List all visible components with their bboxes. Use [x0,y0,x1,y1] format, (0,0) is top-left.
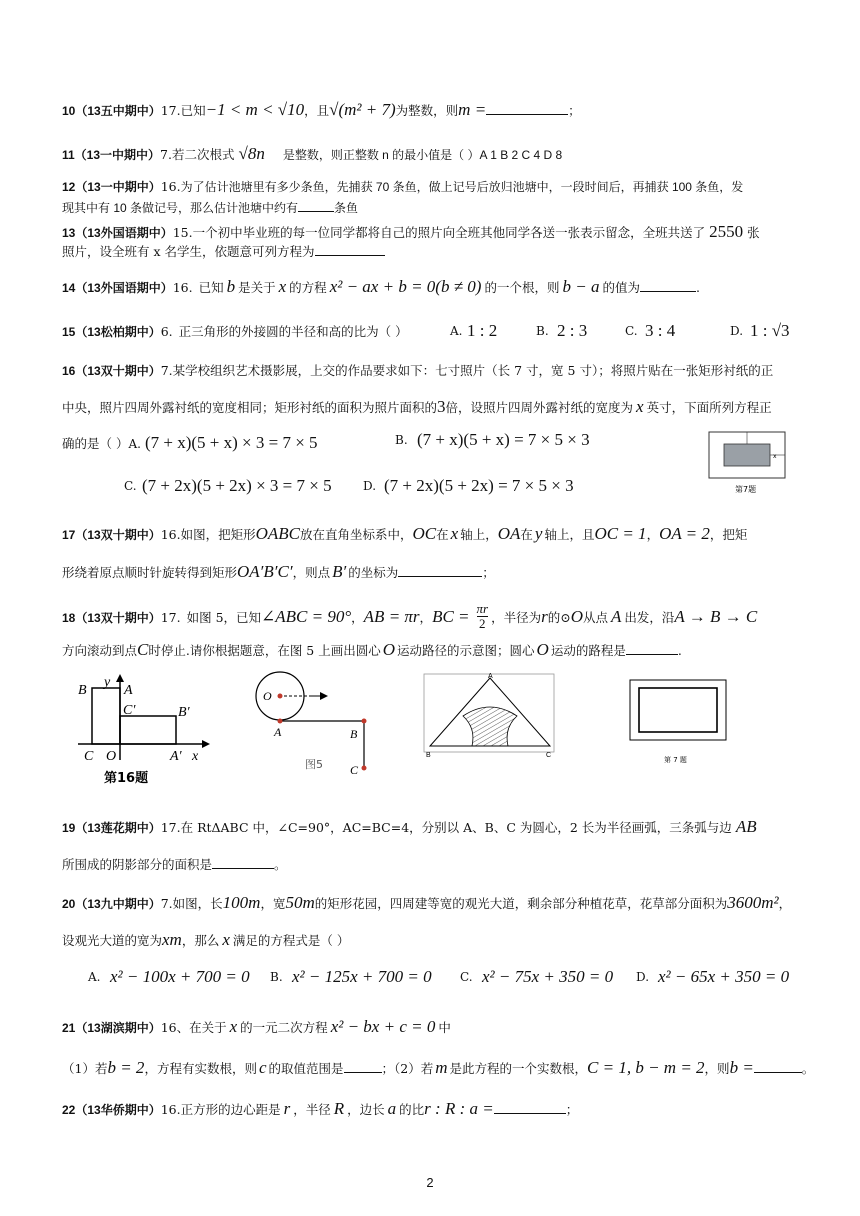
question-13 [62,222,800,242]
question-number: 17. [160,820,181,835]
figure-label: C′ [123,703,136,718]
question-source: 13（13外国语期中） [62,226,173,240]
option-label: A. [128,437,141,451]
figure-label: B [426,752,431,759]
question-text: ，宽 [260,896,286,911]
question-15 [62,321,800,340]
question-text: 的⊙ [547,610,571,625]
math-expression: O [570,607,583,626]
question-text: 中央，照片四周外露衬纸的宽度相同；矩形衬纸的面积为照片面积的 [62,400,438,415]
question-text: ， [419,610,433,625]
question-text: 中 [438,1020,451,1035]
question-16-options-row1 [62,430,800,453]
question-source: 21（13湖滨期中） [62,1021,161,1035]
question-text: （1）若 [62,1061,108,1076]
question-text: ； [568,103,581,118]
math-expression: AB = πr [363,607,420,626]
question-number: 16、 [160,1020,190,1035]
question-text: 放在直角坐标系中， [300,527,413,542]
question-source: 22（13华侨期中） [62,1103,161,1117]
question-13-line2 [62,243,800,259]
question-text: 在 [520,527,533,542]
question-17-line2 [62,562,800,582]
math-expression: C [137,640,149,659]
math-expression: r [541,607,548,626]
math-expression: A → B → C [674,607,758,626]
question-text: 确的是（ ） [62,436,129,451]
math-expression: b − a [562,277,600,296]
question-number: 7. [160,363,173,378]
math-expression: √(m² + 7) [329,100,396,119]
question-text: ，那么 [181,933,220,948]
question-text: 在 RtΔABC 中，∠C=90°，AC=BC=4，分别以 A、B、C 为圆心，2 长为半径画弧，三条弧与边 [180,820,732,835]
option-value: (7 + x)(5 + x) × 3 = 7 × 5 [144,433,318,452]
question-18 [62,601,800,633]
option-label: D. [636,970,650,984]
math-expression: AB [735,817,757,836]
answer-blank[interactable] [344,1060,382,1073]
answer-blank[interactable] [398,564,482,577]
question-text: 。 [274,857,287,872]
answer-blank[interactable] [486,102,568,115]
question-text: 的一元二次方程 [240,1020,328,1035]
question-21 [62,1017,800,1037]
question-text: 如图，长 [172,896,223,911]
question-text: 的一个根，则 [484,280,560,295]
question-source: 12（13一中期中） [62,180,161,194]
math-expression: OC = 1 [594,524,647,543]
question-text: 的坐标为 [348,565,399,580]
math-expression: a [387,1099,397,1118]
question-12 [62,179,800,194]
math-expression: b = [729,1058,754,1077]
question-text: 。 [801,1061,815,1076]
math-expression: r : R : a = [424,1099,494,1118]
question-text: 的值为 [602,280,640,295]
option-value: 3 : 4 [645,321,676,340]
question-number: 6. [160,324,173,339]
question-12-line2 [62,199,800,215]
math-expression: x [229,1017,238,1036]
figure-label: O [106,749,117,764]
question-source: 15（13松柏期中） [62,325,161,339]
question-text: 形绕着原点顺时针旋转得到矩形 [62,565,238,580]
figure-label: y [104,675,111,690]
question-number: 16. [160,527,181,542]
option-label: D. [363,479,377,493]
math-expression: ∠ABC = 90° [261,607,352,626]
question-text: 满足的方程式是（ ） [232,933,350,948]
question-text: 的方程 [289,280,327,295]
option-value: x² − 65x + 350 = 0 [658,967,790,986]
math-expression: C = 1, b − m = 2 [587,1058,705,1077]
option-value: (7 + 2x)(5 + 2x) = 7 × 5 × 3 [384,476,574,495]
math-expression: m = [458,100,487,119]
question-text: 如图 5，已知 [186,610,262,625]
figure-label: O [263,689,272,703]
question-text: 轴上，且 [544,527,595,542]
question-20-line2 [62,930,800,950]
question-10 [62,100,800,120]
answer-blank[interactable] [494,1101,566,1114]
question-text: ， [778,896,792,911]
question-text: 为整数，则 [395,103,459,118]
math-expression: B′ [332,562,347,581]
question-text: 出发，沿 [624,610,675,625]
option-label: C. [625,324,638,338]
question-text: . [695,280,700,295]
question-text: 的矩形花园，四周建等宽的观光大道，剩余部分种植花草，花草部分面积为 [314,896,728,911]
question-text: . [677,643,682,658]
math-expression: OABC [255,524,300,543]
figure-label: B [78,683,87,698]
question-number: 15. [172,225,193,240]
question-text: ，方程有实数根，则 [144,1061,257,1076]
question-text: 照片，设全班有 x 名学生，依题意可列方程为 [62,244,315,259]
question-text: ，半径 [293,1102,331,1117]
figure-caption: 第7题 [735,485,757,494]
question-21-line2 [62,1058,815,1078]
figure-label: A [488,673,493,680]
question-source: 17（13双十期中） [62,528,161,542]
figure-label: C [84,749,94,764]
question-text: ，边长 [347,1102,385,1117]
answer-blank[interactable] [212,856,274,869]
math-expression: 2550 [709,222,744,241]
question-text: 运动路径的示意图；圆心 [397,643,535,658]
question-22 [62,1099,800,1119]
answer-blank[interactable] [298,199,334,212]
math-expression: O [536,640,549,659]
rectangle-rotation-figure [72,672,212,790]
page-number: 2 [426,1175,434,1190]
fraction-denominator: 2 [479,616,486,631]
question-text: ； [482,565,495,580]
question-text: ；（2）若 [381,1061,434,1076]
figure-label: x [773,453,777,460]
math-expression: A [611,607,622,626]
math-expression: BC = [432,607,470,626]
figure-label: A [124,683,133,698]
figure-caption: 图5 [305,758,323,771]
option-value: (7 + x)(5 + x) = 7 × 5 × 3 [417,430,590,449]
math-expression: OA [497,524,521,543]
photo-frame-figure [707,430,787,496]
math-expression: y [534,524,543,543]
math-expression: x [278,277,287,296]
question-text: 一个初中毕业班的每一位同学都将自己的照片向全班其他同学各送一张表示留念，全班共送了 [192,225,706,240]
option-label: D. [730,324,744,338]
math-expression: r [283,1099,291,1118]
math-expression: 3 [437,397,446,416]
math-expression: x [222,930,230,949]
question-16-line2 [62,397,800,417]
question-text: 已知 [198,280,224,295]
question-text: ，则 [704,1061,730,1076]
question-text: 正方形的边心距是 [180,1102,281,1117]
question-source: 20（13九中期中） [62,897,161,911]
math-expression: x [450,524,459,543]
math-expression: −1 < m < √10 [205,100,305,119]
question-text: 张 [747,225,760,240]
fraction-numerator: πr [476,601,489,616]
fraction [477,602,489,631]
figure-caption: 第16题 [104,771,149,786]
question-20 [62,893,800,913]
math-expression: 100m [222,893,261,912]
option-value: 2 : 3 [557,321,588,340]
math-expression: m [435,1058,448,1077]
question-text: 时停止.请你根据题意，在图 5 上画出圆心 [148,643,381,658]
option-value: x² − 100x + 700 = 0 [110,967,250,986]
figure-label: B [350,727,358,741]
question-text: 的比 [399,1102,425,1117]
question-text: 如图，把矩形 [180,527,256,542]
question-11 [62,144,800,164]
question-14 [62,277,800,297]
option-value: 1 : 2 [467,321,498,340]
question-text: ，把矩 [709,527,748,542]
question-18-line2 [62,640,800,660]
math-expression: 50m [285,893,315,912]
figure-caption: 第 7 题 [664,756,687,764]
question-number: 7. [160,147,172,162]
math-expression: 3600m² [727,893,779,912]
math-expression: xm [162,930,182,949]
question-text: 方向滚动到点 [62,643,138,658]
garden-figure [628,678,728,768]
question-19-line2 [62,856,800,872]
question-text: 在关于 [189,1020,227,1035]
option-value: (7 + 2x)(5 + 2x) × 3 = 7 × 5 [142,476,332,495]
question-text: 在 [436,527,449,542]
math-expression: OC [412,524,437,543]
question-text: 是整数，则正整数 n 的最小值是（ ）A 1 B 2 C 4 D 8 [282,148,563,162]
question-text: 从点 [582,610,608,625]
question-text: 若二次根式 [171,147,235,162]
question-text: ， [351,610,364,625]
question-text: 为了估计池塘里有多少条鱼，先捕获 70 条鱼，做上记号后放归池塘中，一段时间后，再捕获 100 条鱼，发 [180,180,744,194]
question-source: 14（13外国语期中） [62,281,173,295]
option-label: B. [270,970,283,984]
math-expression: c [258,1058,267,1077]
question-number: 16. [160,179,181,194]
question-19 [62,817,800,837]
figure-label: C [546,752,552,759]
question-16 [62,363,800,378]
option-value: x² − 125x + 700 = 0 [292,967,432,986]
question-text: ，则点 [292,565,331,580]
question-text: ，且 [304,103,330,118]
figure-label: x [192,749,199,764]
answer-blank[interactable] [640,279,696,292]
question-text: 设观光大道的宽为 [62,933,163,948]
figure-label: C [350,763,359,777]
question-text: 已知 [180,103,206,118]
math-expression: b = 2 [107,1058,145,1077]
math-expression: √8n [238,144,265,163]
question-text: 英寸，下面所列方程正 [646,400,772,415]
question-number: 7. [160,896,173,911]
option-label: C. [124,479,137,493]
question-text: ，半径为 [491,610,542,625]
option-label: A. [88,970,101,984]
question-text: ， [646,527,660,542]
math-expression: OA′B′C′ [237,562,293,581]
question-text: 某学校组织艺术摄影展，上交的作品要求如下：七寸照片（长 7 寸，宽 5 寸）；将照片贴在一张矩形衬纸的正 [172,363,774,378]
math-expression: O [382,640,396,659]
math-expression: b [226,277,236,296]
figure-label: A′ [170,749,182,764]
option-label: B. [536,324,549,338]
answer-blank[interactable] [626,642,678,655]
math-expression: x² − ax + b = 0(b ≠ 0) [329,277,482,296]
question-source: 10（13五中期中） [62,104,161,118]
math-expression: x [636,397,644,416]
question-text: 现其中有 10 条做记号，那么估计池塘中约有 [62,201,299,215]
question-text: 正三角形的外接圆的半径和高的比为（ ） [178,324,408,339]
math-expression: x² − bx + c = 0 [330,1017,436,1036]
figure-label: A [274,725,282,739]
question-text: 运动的路程是 [550,643,626,658]
question-text: 倍，设照片四周外露衬纸的宽度为 [445,400,634,415]
question-number: 17. [160,610,181,625]
question-source: 16（13双十期中） [62,364,161,378]
answer-blank[interactable] [315,243,385,256]
question-text: 轴上， [460,527,498,542]
question-text: ； [565,1102,579,1117]
option-value: x² − 75x + 350 = 0 [482,967,614,986]
question-17 [62,524,800,544]
figure-label: B′ [178,705,190,720]
question-text: 的取值范围是 [268,1061,344,1076]
triangle-arcs-figure [422,670,558,762]
question-text: 是此方程的一个实数根， [449,1061,588,1076]
option-label: C. [460,970,473,984]
question-source: 19（13莲花期中） [62,821,161,835]
rolling-circle-figure [250,668,380,780]
math-expression: OA = 2 [659,524,710,543]
option-value: 1 : √3 [750,321,790,340]
question-text: 条鱼 [334,201,359,215]
option-label: A. [450,324,463,338]
question-source: 18（13双十期中） [62,611,161,625]
math-expression: R [333,1099,345,1118]
option-label: B. [395,433,408,447]
question-text: 是关于 [238,280,276,295]
question-number: 16. [160,1102,181,1117]
question-number: 17. [160,103,181,118]
question-text: 所围成的阴影部分的面积是 [62,857,213,872]
question-source: 11（13一中期中） [62,148,161,162]
answer-blank[interactable] [754,1060,802,1073]
question-number: 16. [172,280,193,295]
